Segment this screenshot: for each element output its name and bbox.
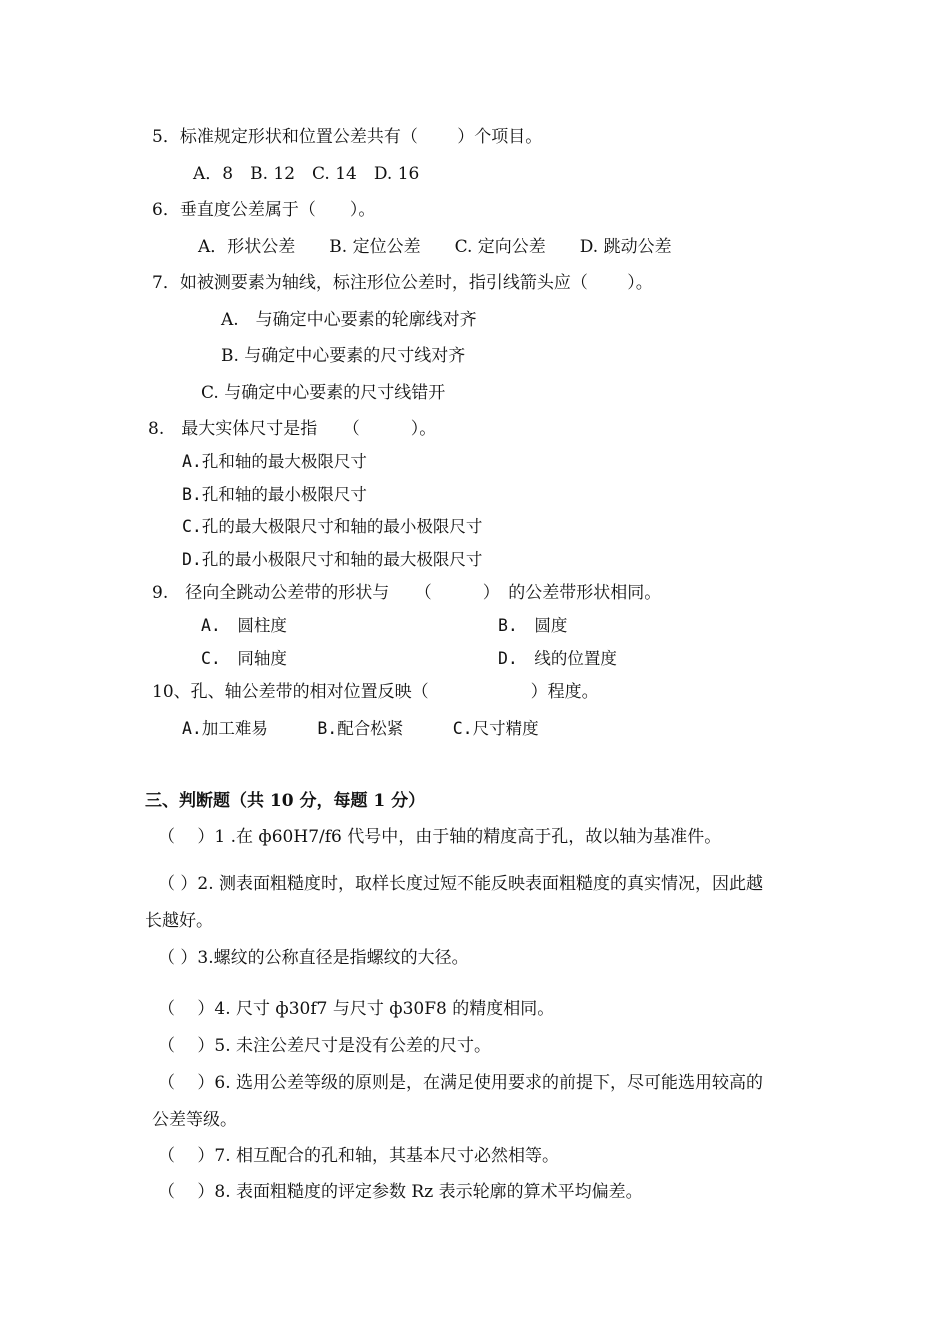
question-7-option-b: B. 与确定中心要素的尺寸线对齐: [221, 346, 466, 366]
question-9-option-b: B. 圆度: [498, 616, 568, 635]
judgment-item-2: （ ）2. 测表面粗糙度时，取样长度过短不能反映表面粗糙度的真实情况，因此越: [158, 874, 764, 894]
judgment-item-1: （ ）1 .在 ф60H7/f6 代号中，由于轴的精度高于孔，故以轴为基准件。: [158, 827, 722, 847]
question-5-stem: 5．标准规定形状和位置公差共有（ ）个项目。: [152, 127, 543, 147]
question-6-options: A．形状公差 B. 定位公差 C. 定向公差 D. 跳动公差: [198, 237, 672, 257]
question-7-option-a: A. 与确定中心要素的轮廓线对齐: [221, 310, 477, 330]
question-7-stem: 7．如被测要素为轴线，标注形位公差时，指引线箭头应（ ）。: [152, 273, 653, 293]
judgment-item-6-continued: 公差等级。: [152, 1110, 237, 1130]
question-10-stem: 10、孔、轴公差带的相对位置反映（ ）程度。: [152, 682, 599, 702]
judgment-item-4: （ ）4. 尺寸 ф30f7 与尺寸 ф30F8 的精度相同。: [158, 999, 555, 1019]
judgment-item-8: （ ）8. 表面粗糙度的评定参数 Rz 表示轮廓的算术平均偏差。: [158, 1182, 643, 1202]
section-three-title: 三、判断题（共 10 分，每题 1 分）: [145, 791, 426, 811]
judgment-item-3: （ ）3.螺纹的公称直径是指螺纹的大径。: [158, 948, 469, 968]
question-9-option-d: D. 线的位置度: [498, 649, 617, 668]
question-9-stem: 9. 径向全跳动公差带的形状与 （ ） 的公差带形状相同。: [152, 583, 662, 603]
judgment-item-5: （ ）5. 未注公差尺寸是没有公差的尺寸。: [158, 1036, 492, 1056]
question-8-option-c: C.孔的最大极限尺寸和轴的最小极限尺寸: [182, 517, 483, 536]
question-5-options: A．8 B. 12 C. 14 D. 16: [193, 164, 420, 184]
question-9-option-c: C. 同轴度: [201, 649, 287, 668]
question-8-option-b: B.孔和轴的最小极限尺寸: [182, 485, 367, 504]
question-8-option-d: D.孔的最小极限尺寸和轴的最大极限尺寸: [182, 550, 483, 569]
judgment-item-2-continued: 长越好。: [145, 911, 213, 931]
judgment-item-6: （ ）6. 选用公差等级的原则是，在满足使用要求的前提下，尽可能选用较高的: [158, 1073, 764, 1093]
question-8-stem: 8. 最大实体尺寸是指 （ ）。: [148, 419, 437, 439]
question-7-option-c: C. 与确定中心要素的尺寸线错开: [201, 383, 446, 403]
question-8-option-a: A.孔和轴的最大极限尺寸: [182, 452, 367, 471]
question-10-options: A.加工难易 B.配合松紧 C.尺寸精度: [182, 719, 539, 738]
question-6-stem: 6．垂直度公差属于（ ）。: [152, 200, 376, 220]
judgment-item-7: （ ）7. 相互配合的孔和轴，其基本尺寸必然相等。: [158, 1146, 560, 1166]
question-9-option-a: A. 圆柱度: [201, 616, 287, 635]
